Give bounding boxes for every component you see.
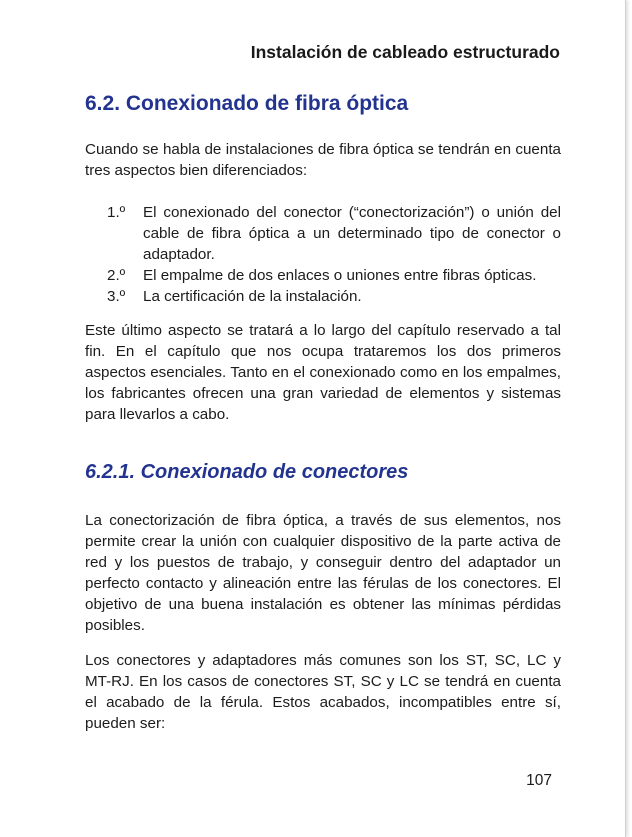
running-header: Instalación de cableado estructurado	[250, 42, 560, 62]
list-item-text: El conexionado del conector (“conectorización”) o unión del cable de fibra óptica a un determinado tipo de conector o adaptador.	[143, 204, 561, 263]
subsection-paragraph-1: La conectorización de fibra óptica, a través de sus elementos, nos permite crear la unión con cualquier dispositivo de la parte activa de red y los puestos de trabajo, y conseguir dentro del adaptador un perfecto contacto y alineación entre las férulas de los conectores. El objetivo de una buena instalación es obtener las mínimas pérdidas posibles.	[85, 512, 561, 634]
section-intro-paragraph: Cuando se habla de instalaciones de fibra óptica se tendrán en cuenta tres aspectos bien diferenciados:	[85, 141, 561, 179]
list-item-number: 1.º	[107, 204, 126, 221]
list-item-text: La certificación de la instalación.	[143, 288, 362, 305]
aspects-list	[107, 202, 561, 307]
list-item-text: El empalme de dos enlaces o uniones entre fibras ópticas.	[143, 267, 537, 284]
section-closing-paragraph: Este último aspecto se tratará a lo largo del capítulo reservado a tal fin. En el capítulo que nos ocupa trataremos los dos primeros aspectos esenciales. Tanto en el conexionado como en los empalmes, los fabricantes ofrecen una gran variedad de elementos y sistemas para llevarlos a cabo.	[85, 322, 561, 423]
section-title: 6.2. Conexionado de fibra óptica	[85, 92, 409, 115]
list-item	[107, 286, 561, 307]
subsection-paragraph-2: Los conectores y adaptadores más comunes son los ST, SC, LC y MT-RJ. En los casos de conectores ST, SC y LC se tendrá en cuenta el acabado de la férula. Estos acabados, incompatibles entre sí, pueden ser:	[85, 652, 561, 732]
list-item	[107, 202, 561, 265]
list-item-number: 2.º	[107, 267, 126, 284]
page-number: 107	[526, 772, 552, 789]
list-item	[107, 265, 561, 286]
subsection-title: 6.2.1. Conexionado de conectores	[85, 461, 409, 483]
list-item-number: 3.º	[107, 288, 126, 305]
